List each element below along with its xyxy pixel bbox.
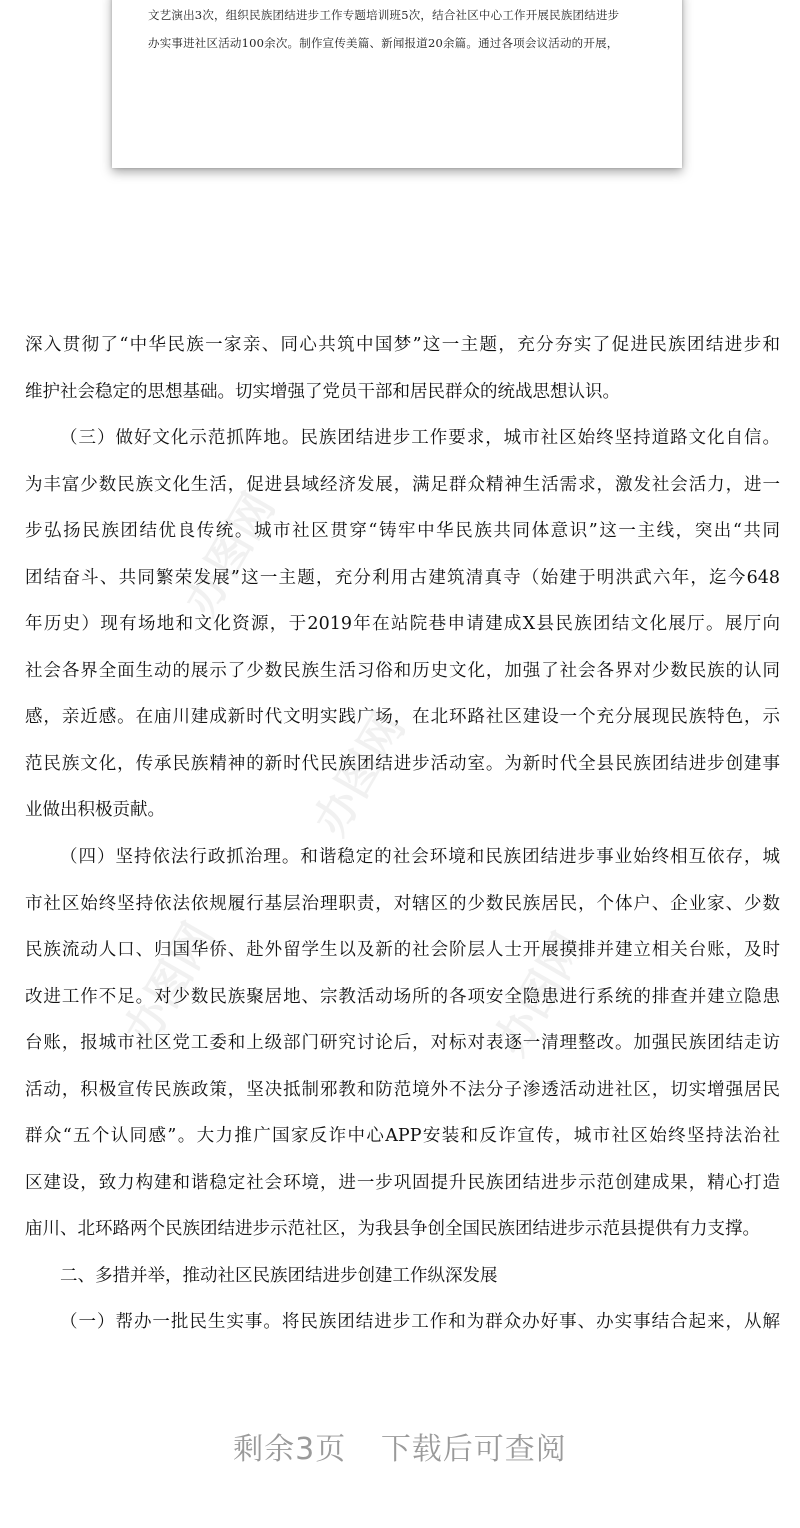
text-line: 感，亲近感。在庙川建成新时代文明实践广场，在北环路社区建设一个充分展现民族特色，示 — [25, 707, 780, 728]
download-to-view-label[interactable]: 下载后可查阅 — [380, 1432, 567, 1467]
text-line: 区建设，致力构建和谐稳定社会环境，进一步巩固提升民族团结进步示范创建成果，精心打造 — [25, 1172, 780, 1193]
text-line: 市社区始终坚持依法依规履行基层治理职责，对辖区的少数民族居民，个体户、企业家、少数 — [25, 893, 780, 914]
text-line: 维护社会稳定的思想基础。切实增强了党员干部和居民群众的统战思想认识。 — [25, 381, 620, 402]
text-line: 社会各界全面生动的展示了少数民族生活习俗和历史文化，加强了社会各界对少数民族的认同 — [25, 660, 780, 681]
watermark: 办图网 — [484, 924, 595, 1065]
text-line: 业做出积极贡献。 — [25, 800, 165, 821]
section-heading: 二、多措并举，推动社区民族团结进步创建工作纵深发展 — [60, 1265, 498, 1286]
paragraph — [25, 834, 780, 1253]
download-prompt[interactable] — [0, 1424, 800, 1468]
paragraph — [25, 415, 780, 834]
text-line: 改进工作不足。对少数民族聚居地、宗教活动场所的各项安全隐患进行系统的排查并建立隐患 — [25, 986, 780, 1007]
preview-line-2: 办实事进社区活动100余次。制作宣传美篇、新闻报道20余篇。通过各项会议活动的开展， — [148, 36, 619, 50]
watermark: 办图网 — [114, 914, 225, 1055]
text-line: 深入贯彻了“中华民族一家亲、同心共筑中国梦”这一主题，充分夯实了促进民族团结进步和 — [25, 335, 780, 355]
paragraph — [25, 322, 780, 415]
text-line: （四）坚持依法行政抓治理。和谐稳定的社会环境和民族团结进步事业始终相互依存，城 — [60, 847, 780, 868]
text-line: 庙川、北环路两个民族团结进步示范社区，为我县争创全国民族团结进步示范县提供有力支撑。 — [25, 1219, 760, 1240]
remaining-pages-label: 剩余3页 — [233, 1432, 347, 1467]
text-line: 范民族文化，传承民族精神的新时代民族团结进步活动室。为新时代全县民族团结进步创建事 — [25, 753, 780, 774]
text-line: 活动，积极宣传民族政策，坚决抵制邪教和防范境外不法分子渗透活动进社区，切实增强居民 — [25, 1079, 780, 1100]
previous-page-preview — [112, 0, 682, 168]
document-body — [25, 322, 780, 1346]
paragraph — [25, 1299, 780, 1346]
text-line: 群众“五个认同感”。大力推广国家反诈中心APP安装和反诈宣传，城市社区始终坚持法治社 — [25, 1126, 780, 1147]
text-line: 为丰富少数民族文化生活，促进县域经济发展，满足群众精神生活需求，激发社会活力，进一 — [25, 474, 780, 495]
preview-line-1: 文艺演出3次，组织民族团结进步工作专题培训班5次，结合社区中心工作开展民族团结进步 — [148, 8, 620, 22]
text-line: 台账，报城市社区党工委和上级部门研究讨论后，对标对表逐一清理整改。加强民族团结走访 — [25, 1033, 780, 1054]
text-line: 团结奋斗、共同繁荣发展”这一主题，充分利用古建筑清真寺（始建于明洪武六年，迄今648 — [25, 567, 780, 588]
watermark: 办图网 — [304, 704, 415, 845]
text-line: 年历史）现有场地和文化资源，于2019年在站院巷申请建成X县民族团结文化展厅。展厅向 — [25, 614, 780, 635]
text-line: 步弘扬民族团结优良传统。城市社区贯穿“铸牢中华民族共同体意识”这一主线，突出“共同 — [25, 521, 780, 542]
text-line: （三）做好文化示范抓阵地。民族团结进步工作要求，城市社区始终坚持道路文化自信。 — [60, 428, 780, 449]
watermark: 办图网 — [174, 484, 285, 625]
text-line: （一）帮办一批民生实事。将民族团结进步工作和为群众办好事、办实事结合起来，从解 — [60, 1312, 780, 1333]
text-line: 民族流动人口、归国华侨、赴外留学生以及新的社会阶层人士开展摸排并建立相关台账，及时 — [25, 940, 780, 961]
